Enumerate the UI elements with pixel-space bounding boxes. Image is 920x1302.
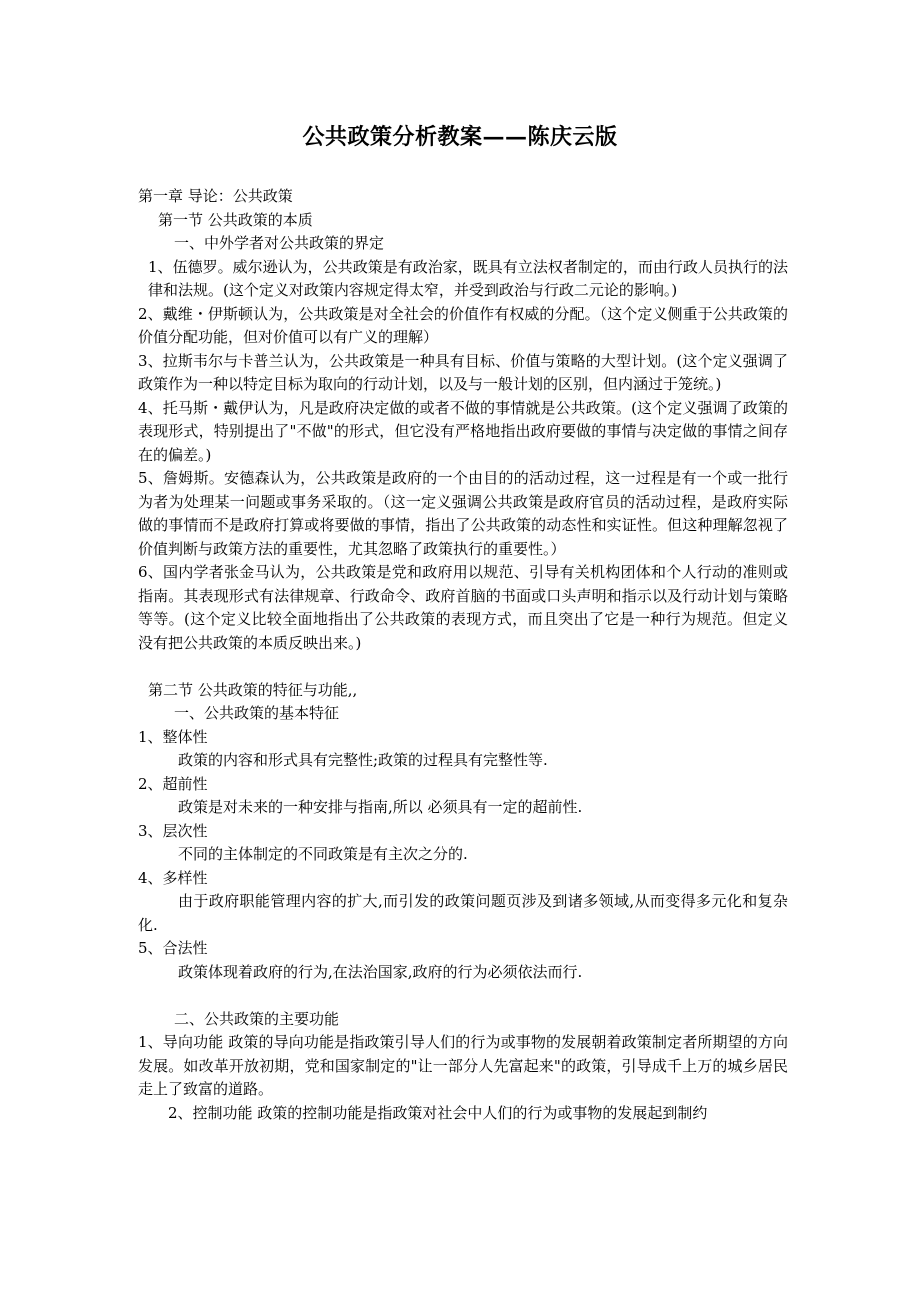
document-title: 公共政策分析教案——陈庆云版 bbox=[302, 124, 618, 150]
subsection-heading: 一、中外学者对公共政策的界定 bbox=[174, 234, 385, 252]
function-paragraph: 2、控制功能 政策的控制功能是指政策对社会中人们的行为或事物的发展起到制约 bbox=[168, 1103, 708, 1122]
section-heading: 第一节 公共政策的本质 bbox=[158, 210, 313, 229]
feature-label: 3、层次性 bbox=[138, 821, 208, 840]
feature-label: 5、合法性 bbox=[138, 939, 208, 957]
chapter-heading: 第一章 导论：公共政策 bbox=[138, 187, 293, 205]
blank-line bbox=[138, 984, 788, 1008]
definition-paragraph: 4、托马斯・戴伊认为，凡是政府决定做的或者不做的事情就是公共政策。(这个定义强调了政策的表现形式，特别提出了"不做"的形式，但它没有严格地指出政府要做的事情与决定做的事情之间存在的偏差。) bbox=[138, 398, 788, 464]
function-paragraph: 1、导向功能 政策的导向功能是指政策引导人们的行为或事物的发展朝着政策制定者所期望的方向发展。如改革开放初期，党和国家制定的"让一部分人先富起来"的政策，引导成千上万的城乡居民走上了致富的道路。 bbox=[138, 1033, 788, 1098]
definition-paragraph: 6、国内学者张金马认为，公共政策是党和政府用以规范、引导有关机构团体和个人行动的准则或指南。其表现形式有法律规章、行政命令、政府首脑的书面或口头声明和指示以及行动计划与策略等等。(这个定义比较全面地指出了公共政策的表现方式，而且突出了它是一种行为规范。但定义没有把公共政策的本质反映出来。) bbox=[138, 563, 788, 652]
feature-label: 1、整体性 bbox=[138, 727, 208, 746]
feature-description: 政策是对未来的一种安排与指南,所以 必须具有一定的超前性. bbox=[178, 798, 583, 816]
feature-label: 4、多样性 bbox=[138, 868, 208, 887]
definition-paragraph: 3、拉斯韦尔与卡普兰认为，公共政策是一种具有目标、价值与策略的大型计划。(这个定义强调了政策作为一种以特定目标为取向的行动计划，以及与一般计划的区别，但内涵过于笼统。) bbox=[138, 351, 788, 393]
blank-line bbox=[138, 655, 788, 679]
feature-label: 2、超前性 bbox=[138, 774, 208, 793]
definition-paragraph: 5、詹姆斯。安德森认为，公共政策是政府的一个由目的的活动过程，这一过程是有一个或一批行为者为处理某一问题或事务采取的。（这一定义强调公共政策是政府官员的活动过程，是政府实际做的事情而不是政府打算或将要做的事情，指出了公共政策的动态性和实证性。但这种理解忽视了价值判断与政策方法的重要性，尤其忽略了政策执行的重要性。） bbox=[138, 469, 788, 558]
subsection-heading: 一、公共政策的基本特征 bbox=[174, 704, 340, 722]
definition-paragraph: 2、戴维・伊斯顿认为，公共政策是对全社会的价值作有权威的分配。（这个定义侧重于公共政策的价值分配功能，但对价值可以有广义的理解） bbox=[138, 304, 788, 346]
section-heading: 第二节 公共政策的特征与功能,, bbox=[148, 680, 358, 699]
subsection-heading: 二、公共政策的主要功能 bbox=[174, 1009, 340, 1028]
feature-description: 政策体现着政府的行为,在法治国家,政府的行为必须依法而行. bbox=[178, 962, 583, 981]
feature-description: 不同的主体制定的不同政策是有主次之分的. bbox=[178, 845, 468, 863]
definition-paragraph: 1、伍德罗。威尔逊认为，公共政策是有政治家，既具有立法权者制定的，而由行政人员执行的法律和法规。(这个定义对政策内容规定得太窄，并受到政治与行政二元论的影响。) bbox=[148, 257, 788, 299]
feature-description: 政策的内容和形式具有完整性;政策的过程具有完整性等. bbox=[178, 751, 548, 769]
document-body bbox=[138, 185, 788, 1125]
feature-description: 由于政府职能管理内容的扩大,而引发的政策问题页涉及到诸多领域,从而变得多元化和复杂化. bbox=[138, 892, 788, 934]
